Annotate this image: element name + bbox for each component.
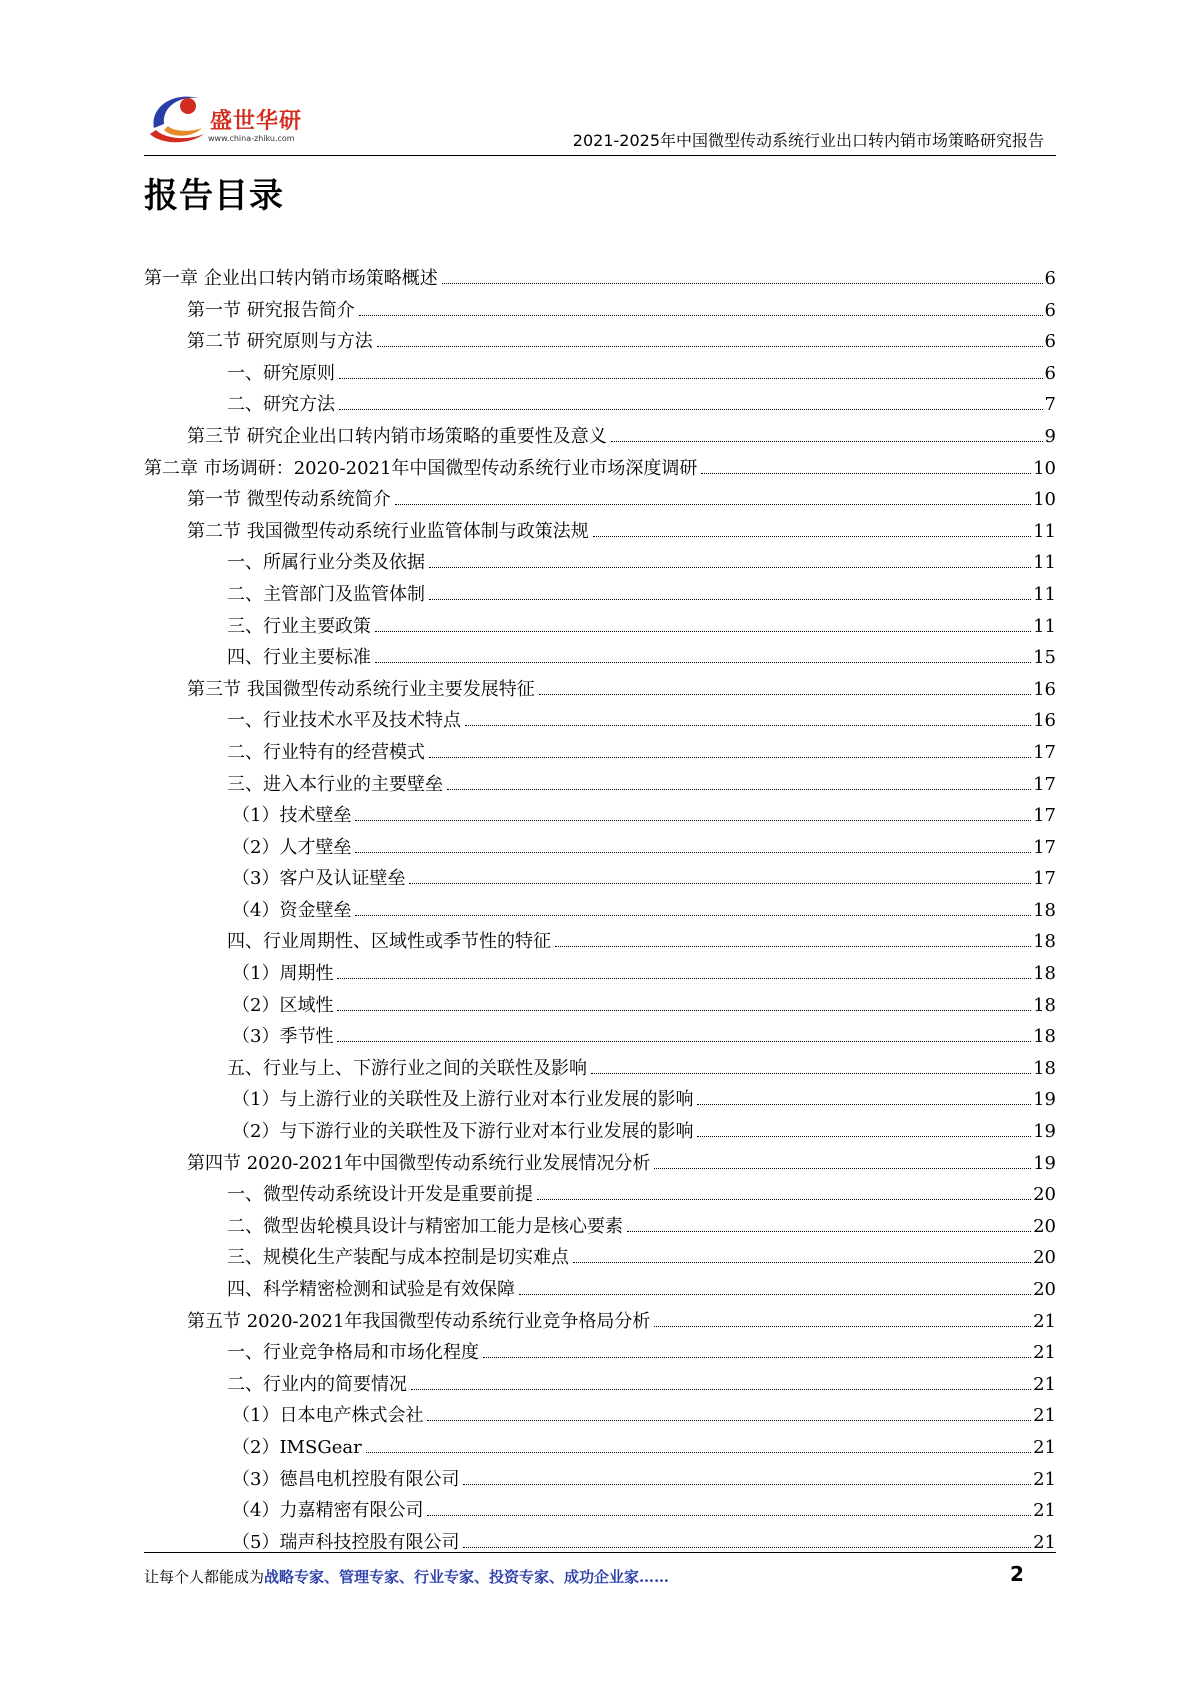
toc-entry-page: 19 — [1033, 1152, 1056, 1174]
toc-dot-leader — [427, 1420, 1031, 1421]
toc-entry-page: 21 — [1033, 1500, 1056, 1522]
toc-entry-page: 20 — [1033, 1247, 1056, 1269]
toc-entry-page: 11 — [1033, 583, 1056, 605]
footer-divider — [144, 1552, 1056, 1553]
toc-entry-page: 17 — [1033, 836, 1056, 858]
toc-entry[interactable] — [144, 453, 1056, 485]
toc-dot-leader — [411, 1389, 1031, 1390]
toc-entry-label: （3）季节性 — [232, 1026, 334, 1048]
toc-dot-leader — [465, 725, 1031, 726]
toc-entry[interactable] — [144, 484, 1056, 516]
logo-url: www.china-zhiku.com — [208, 134, 295, 143]
toc-dot-leader — [366, 1452, 1031, 1453]
toc-entry[interactable] — [144, 358, 1056, 390]
toc-dot-leader — [395, 504, 1031, 505]
toc-entry-page: 21 — [1033, 1405, 1056, 1427]
toc-entry-label: 五、行业与上、下游行业之间的关联性及影响 — [227, 1057, 587, 1079]
toc-entry-label: 第四节 2020-2021年中国微型传动系统行业发展情况分析 — [187, 1152, 651, 1174]
toc-entry[interactable] — [144, 705, 1056, 737]
toc-dot-leader — [463, 1547, 1031, 1548]
toc-entry-label: （2）与下游行业的关联性及下游行业对本行业发展的影响 — [232, 1121, 694, 1143]
toc-entry[interactable] — [144, 1369, 1056, 1401]
toc-entry[interactable] — [144, 1432, 1056, 1464]
toc-entry[interactable] — [144, 1274, 1056, 1306]
toc-entry-label: 一、行业技术水平及技术特点 — [227, 710, 461, 732]
toc-dot-leader — [429, 567, 1031, 568]
toc-entry-label: （1）与上游行业的关联性及上游行业对本行业发展的影响 — [232, 1089, 694, 1111]
toc-entry-label: 三、进入本行业的主要壁垒 — [227, 773, 443, 795]
toc-entry-label: （3）德昌电机控股有限公司 — [232, 1468, 460, 1490]
footer-prefix: 让每个人都能成为 — [144, 1568, 265, 1586]
toc-entry-page: 21 — [1033, 1373, 1056, 1395]
toc-dot-leader — [483, 1357, 1031, 1358]
toc-dot-leader — [539, 694, 1031, 695]
toc-entry[interactable] — [144, 990, 1056, 1022]
toc-entry[interactable] — [144, 295, 1056, 327]
toc-entry[interactable] — [144, 516, 1056, 548]
toc-entry-page: 21 — [1033, 1468, 1056, 1490]
toc-entry-page: 15 — [1033, 647, 1056, 669]
toc-entry[interactable] — [144, 1337, 1056, 1369]
toc-dot-leader — [611, 441, 1043, 442]
toc-entry-label: （2）区域性 — [232, 994, 334, 1016]
toc-entry[interactable] — [144, 642, 1056, 674]
toc-entry[interactable] — [144, 1242, 1056, 1274]
toc-entry[interactable] — [144, 1084, 1056, 1116]
table-of-contents — [144, 263, 1056, 1558]
toc-entry-label: 第二节 我国微型传动系统行业监管体制与政策法规 — [187, 520, 589, 542]
toc-dot-leader — [654, 1326, 1031, 1327]
logo-text: 盛世华研 — [210, 109, 303, 134]
toc-entry[interactable] — [144, 1306, 1056, 1338]
toc-entry[interactable] — [144, 579, 1056, 611]
toc-dot-leader — [377, 346, 1043, 347]
toc-entry-label: （1）技术壁垒 — [232, 805, 352, 827]
toc-entry[interactable] — [144, 1495, 1056, 1527]
footer-highlight: 战略专家、管理专家、行业专家、投资专家、成功企业家…… — [264, 1568, 670, 1586]
toc-dot-leader — [627, 1231, 1031, 1232]
toc-entry-page: 17 — [1033, 805, 1056, 827]
toc-entry-label: （3）客户及认证壁垒 — [232, 868, 406, 890]
toc-dot-leader — [375, 631, 1031, 632]
toc-entry-page: 6 — [1044, 362, 1056, 384]
toc-entry-label: （5）瑞声科技控股有限公司 — [232, 1531, 460, 1553]
toc-entry-label: 二、微型齿轮模具设计与精密加工能力是核心要素 — [227, 1215, 623, 1237]
toc-entry-page: 16 — [1033, 678, 1056, 700]
toc-entry[interactable] — [144, 832, 1056, 864]
toc-entry-label: 第一章 企业出口转内销市场策略概述 — [144, 268, 438, 289]
toc-dot-leader — [429, 757, 1031, 758]
toc-entry-page: 11 — [1033, 520, 1056, 542]
toc-entry-label: 第一节 微型传动系统简介 — [187, 489, 391, 511]
toc-entry-page: 18 — [1033, 899, 1056, 921]
toc-entry-page: 21 — [1033, 1310, 1056, 1332]
page-header — [144, 78, 1056, 158]
toc-dot-leader — [593, 536, 1031, 537]
toc-entry[interactable] — [144, 1179, 1056, 1211]
toc-entry-label: 第二章 市场调研：2020-2021年中国微型传动系统行业市场深度调研 — [144, 457, 698, 479]
toc-entry-page: 19 — [1033, 1089, 1056, 1111]
toc-dot-leader — [375, 662, 1031, 663]
toc-entry-label: 三、规模化生产装配与成本控制是切实难点 — [227, 1247, 569, 1269]
toc-entry-label: 一、研究原则 — [227, 362, 335, 384]
toc-entry[interactable] — [144, 1211, 1056, 1243]
toc-entry-page: 11 — [1033, 552, 1056, 574]
toc-dot-leader — [555, 946, 1031, 947]
page-title: 报告目录 — [144, 176, 284, 216]
toc-dot-leader — [427, 1515, 1031, 1516]
toc-entry-page: 20 — [1033, 1184, 1056, 1206]
toc-entry-label: （4）资金壁垒 — [232, 899, 352, 921]
toc-dot-leader — [463, 1484, 1031, 1485]
toc-entry-label: 四、科学精密检测和试验是有效保障 — [227, 1279, 515, 1300]
toc-dot-leader — [442, 283, 1043, 284]
toc-entry-label: 三、行业主要政策 — [227, 615, 371, 637]
toc-entry[interactable] — [144, 958, 1056, 990]
toc-entry-label: 第二节 研究原则与方法 — [187, 331, 373, 353]
footer-slogan — [144, 1566, 669, 1587]
toc-dot-leader — [337, 1041, 1031, 1042]
toc-entry[interactable] — [144, 326, 1056, 358]
toc-entry[interactable] — [144, 737, 1056, 769]
toc-entry-page: 21 — [1033, 1342, 1056, 1364]
toc-entry-page: 6 — [1044, 268, 1056, 289]
toc-entry-label: （4）力嘉精密有限公司 — [232, 1500, 424, 1522]
toc-dot-leader — [537, 1199, 1031, 1200]
toc-entry[interactable] — [144, 1527, 1056, 1559]
toc-entry-page: 6 — [1044, 331, 1056, 353]
company-logo — [144, 84, 314, 150]
toc-entry[interactable] — [144, 1053, 1056, 1085]
toc-entry[interactable] — [144, 863, 1056, 895]
toc-entry[interactable] — [144, 1021, 1056, 1053]
toc-entry-label: 第五节 2020-2021年我国微型传动系统行业竞争格局分析 — [187, 1310, 651, 1332]
toc-entry-page: 21 — [1033, 1531, 1056, 1553]
toc-dot-leader — [654, 1168, 1031, 1169]
toc-entry-label: 一、微型传动系统设计开发是重要前提 — [227, 1184, 533, 1206]
toc-dot-leader — [339, 409, 1043, 410]
toc-entry-page: 17 — [1033, 868, 1056, 890]
toc-entry-page: 18 — [1033, 994, 1056, 1016]
toc-entry-label: （1）日本电产株式会社 — [232, 1405, 424, 1427]
toc-entry[interactable] — [144, 1148, 1056, 1180]
toc-entry-label: 二、主管部门及监管体制 — [227, 583, 425, 605]
toc-dot-leader — [355, 852, 1031, 853]
toc-entry[interactable] — [144, 421, 1056, 453]
toc-entry[interactable] — [144, 895, 1056, 927]
toc-entry-label: 二、研究方法 — [227, 394, 335, 416]
toc-entry-label: 一、行业竞争格局和市场化程度 — [227, 1342, 479, 1364]
toc-dot-leader — [339, 378, 1043, 379]
toc-dot-leader — [429, 599, 1031, 600]
toc-entry[interactable] — [144, 611, 1056, 643]
toc-dot-leader — [697, 1136, 1031, 1137]
toc-entry[interactable] — [144, 1464, 1056, 1496]
toc-entry[interactable] — [144, 1400, 1056, 1432]
toc-entry-page: 18 — [1033, 931, 1056, 953]
toc-dot-leader — [573, 1262, 1031, 1263]
toc-entry[interactable] — [144, 547, 1056, 579]
toc-dot-leader — [355, 820, 1031, 821]
toc-dot-leader — [337, 978, 1031, 979]
toc-entry-label: 第一节 研究报告简介 — [187, 299, 355, 321]
toc-dot-leader — [697, 1104, 1031, 1105]
toc-entry-page: 21 — [1033, 1436, 1056, 1458]
toc-entry-page: 18 — [1033, 963, 1056, 985]
toc-dot-leader — [519, 1294, 1031, 1295]
toc-dot-leader — [355, 915, 1031, 916]
toc-entry[interactable] — [144, 769, 1056, 801]
toc-entry-label: 二、行业特有的经营模式 — [227, 741, 425, 763]
toc-dot-leader — [701, 473, 1031, 474]
toc-entry-page: 16 — [1033, 710, 1056, 732]
header-divider — [144, 155, 1056, 156]
toc-entry[interactable] — [144, 674, 1056, 706]
toc-entry-page: 9 — [1044, 425, 1056, 447]
toc-entry-label: 第三节 研究企业出口转内销市场策略的重要性及意义 — [187, 425, 607, 447]
toc-entry-label: 一、所属行业分类及依据 — [227, 552, 425, 574]
toc-dot-leader — [359, 315, 1043, 316]
toc-entry-page: 10 — [1033, 489, 1056, 511]
toc-entry[interactable] — [144, 926, 1056, 958]
toc-entry-page: 17 — [1033, 773, 1056, 795]
toc-dot-leader — [337, 1010, 1031, 1011]
toc-dot-leader — [591, 1073, 1031, 1074]
report-title: 2021-2025年中国微型传动系统行业出口转内销市场策略研究报告 — [572, 131, 1044, 150]
toc-entry-label: （2）IMSGear — [232, 1436, 362, 1458]
toc-entry-label: （1）周期性 — [232, 963, 334, 985]
toc-entry[interactable] — [144, 800, 1056, 832]
toc-entry-page: 18 — [1033, 1026, 1056, 1048]
toc-entry-page: 7 — [1044, 394, 1056, 416]
toc-dot-leader — [447, 789, 1031, 790]
toc-entry-label: （2）人才壁垒 — [232, 836, 352, 858]
toc-entry-page: 20 — [1033, 1215, 1056, 1237]
toc-entry-page: 11 — [1033, 615, 1056, 637]
toc-entry-page: 20 — [1033, 1279, 1056, 1300]
toc-entry-label: 第三节 我国微型传动系统行业主要发展特征 — [187, 678, 535, 700]
toc-entry-page: 19 — [1033, 1121, 1056, 1143]
toc-entry-label: 二、行业内的简要情况 — [227, 1373, 407, 1395]
toc-entry[interactable] — [144, 1116, 1056, 1148]
toc-dot-leader — [409, 883, 1031, 884]
toc-entry-page: 17 — [1033, 741, 1056, 763]
toc-entry-page: 10 — [1033, 457, 1056, 479]
toc-entry-label: 四、行业周期性、区域性或季节性的特征 — [227, 931, 551, 953]
toc-entry[interactable] — [144, 263, 1056, 295]
page-number: 2 — [1010, 1562, 1024, 1586]
toc-entry-page: 6 — [1044, 299, 1056, 321]
toc-entry[interactable] — [144, 389, 1056, 421]
toc-entry-page: 18 — [1033, 1057, 1056, 1079]
toc-entry-label: 四、行业主要标准 — [227, 647, 371, 669]
